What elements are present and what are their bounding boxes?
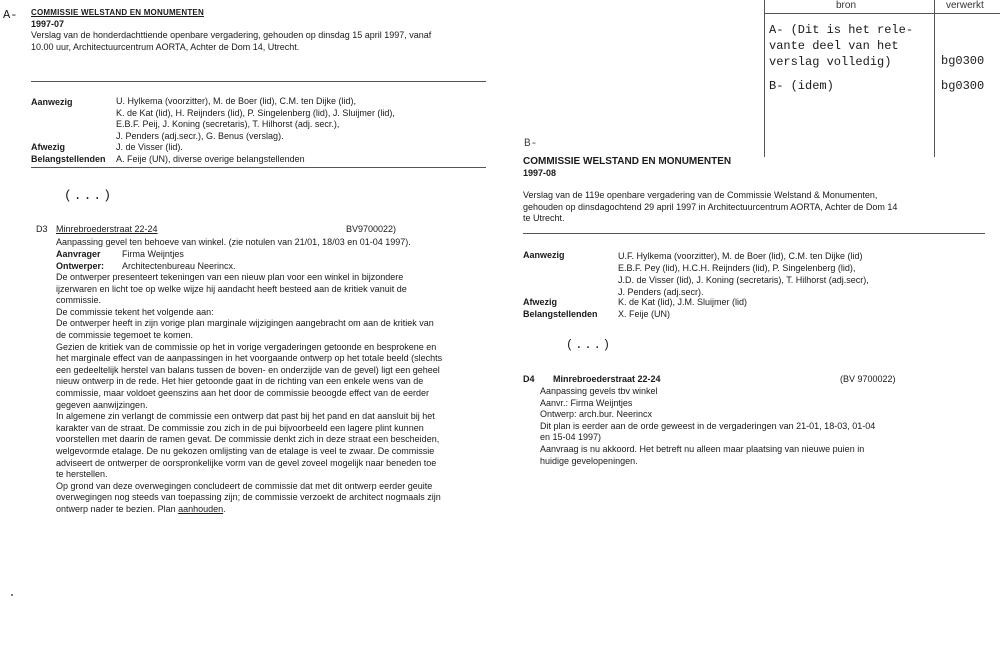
left-present-list [116, 96, 395, 142]
right-body-line: Dit plan is eerder aan de orde geweest in de vergaderingen van 21-01, 18-03, 01-04 [540, 420, 876, 431]
left-designer-label: Ontwerper: [56, 261, 105, 271]
left-body-line: commissie, maar voldoet geenszins aan het door de commissie beoogde effect van de eerder [56, 387, 430, 398]
left-body-line: Gezien de kritiek van de commissie op het in vorige vergaderingen getoonde en besprokene en [56, 341, 437, 352]
left-body-line: welgevormde etalage. De nu gekozen omlijsting van de etalage is veel te zwaar. De commissie [56, 445, 435, 456]
table-vline-left [764, 0, 765, 157]
table-row2-code: bg0300 [941, 79, 985, 93]
scan-speck [11, 594, 13, 596]
right-body-line: Aanvraag is nu akkoord. Het betreft nu alleen maar plaatsing van nieuwe puien in [540, 443, 865, 454]
left-present-label: Aanwezig [31, 97, 73, 107]
left-intro-line: 10.00 uur, Architectuurcentrum AORTA, Achter de Dom 14, Utrecht. [31, 41, 300, 52]
left-body-line: karakter van de straat. De commissie zou zich in de pui bijvoorbeeld een lagere plint kunnen [56, 422, 424, 433]
left-body-line: Op grond van deze overwegingen concludeert de commissie dat met dit ontwerp eerder geuite [56, 480, 433, 491]
left-item-body [56, 272, 442, 515]
left-item-ref: BV9700022) [346, 224, 397, 234]
right-item-code: D4 [523, 374, 535, 384]
left-body-line: De ontwerper presenteert tekeningen van een nieuw plan voor een winkel in bijzondere [56, 272, 404, 282]
right-body-line: en 15-04 1997) [540, 432, 602, 443]
table-header-rule [764, 13, 1000, 14]
left-body-line: een gedeeltelijk herstel van balans tussen de boven- en onderzijde van de gevel) ligt een geheel [56, 364, 440, 375]
left-body-line: De ontwerper heeft in zijn vorige plan marginale wijzigingen aangebracht om aan de kritiek van [56, 318, 434, 329]
left-applicant-value: Firma Weijntjes [122, 249, 184, 259]
right-item-title: Minrebroederstraat 22-24 [553, 374, 661, 384]
marker-a: A- [3, 8, 18, 22]
left-body-line: te herstellen. [56, 469, 108, 480]
table-row2-text: B- (idem) [769, 79, 834, 93]
left-body-line: overwegingen nog steeds van toepassing zijn; de commissie verzoekt de architect nogmaals zijn [56, 492, 441, 503]
right-present-line: J. Penders (adj.secr). [618, 287, 704, 297]
left-absent-value: J. de Visser (lid). [116, 142, 183, 152]
right-intro-line: gehouden op dinsdagochtend 29 april 1997 in Architectuurcentrum AORTA, Achter de Dom 14 [523, 201, 898, 212]
right-present-label: Aanwezig [523, 250, 565, 260]
left-intro [31, 30, 431, 53]
left-body-line: De commissie tekent het volgende aan: [56, 306, 214, 317]
table-row1-line: verslag volledig) [769, 55, 892, 69]
left-body-line: nieuw ontwerp in de rede. Het hier getoonde gaat in de richting van een enkele wens van de [56, 376, 424, 387]
right-divider [523, 233, 985, 234]
left-body-line: ijzerwaren en licht toe op welke wijze hij aandacht heeft besteed aan de kritiek vanuit de [56, 283, 407, 294]
left-item-desc: Aanpassing gevel ten behoeve van winkel. (zie notulen van 21/01, 18/03 en 01-04 1997). [56, 237, 411, 247]
left-body-last-line [56, 504, 442, 516]
left-report-number: 1997-07 [31, 19, 65, 29]
left-stakeholders-value: A. Feije (UN), diverse overige belangstellenden [116, 154, 305, 164]
right-stakeholders-label: Belangstellenden [523, 309, 598, 319]
left-item-title: Minrebroederstraat 22-24 [56, 224, 158, 234]
left-body-period: . [223, 503, 226, 514]
left-divider-top [31, 81, 486, 82]
right-intro [523, 190, 897, 225]
right-present-line: E.B.F. Pey (lid), H.C.H. Reijnders (lid), P. Singelenberg (lid), [618, 263, 856, 273]
marker-b: B- [524, 138, 538, 150]
right-stakeholders-value: X. Feije (UN) [618, 309, 671, 319]
right-body-line: Aanvr.: Firma Weijntjes [540, 397, 633, 408]
right-absent-label: Afwezig [523, 297, 558, 307]
left-absent-label: Afwezig [31, 142, 66, 152]
right-item-ref: (BV 9700022) [840, 374, 896, 384]
left-applicant-label: Aanvrager [56, 249, 101, 259]
table-row1-line: A- (Dit is het rele- [769, 23, 914, 37]
right-report-number: 1997-08 [523, 168, 557, 178]
table-header-verwerkt: verwerkt [946, 0, 984, 11]
left-item-code: D3 [36, 224, 48, 234]
left-decision-word: aanhouden [178, 503, 224, 514]
right-present-line: U.F. Hylkema (voorzitter), M. de Boer (lid), C.M. ten Dijke (lid) [618, 251, 863, 261]
left-body-line: de commissie tegemoet te komen. [56, 329, 194, 340]
left-body-line: In algemene zin verlangt de commissie een ontwerp dat past bij het pand en dat aansluit bij het [56, 411, 435, 422]
right-intro-line: Verslag van de 119e openbare vergadering van de Commissie Welstand & Monumenten, [523, 190, 878, 200]
left-present-line: E.B.F. Peij, J. Koning (secretaris), T. Hilhorst (adj. secr.), [116, 119, 340, 130]
table-row1-code: bg0300 [941, 54, 985, 68]
left-body-line: adviseert de ontwerper de oorspronkelijke vorm van de gevel zoveel mogelijk naar beneden toe [56, 457, 437, 468]
left-stakeholders-label: Belangstellenden [31, 154, 106, 164]
left-present-line: U. Hylkema (voorzitter), M. de Boer (lid), C.M. ten Dijke (lid), [116, 96, 357, 106]
right-org-title: COMMISSIE WELSTAND EN MONUMENTEN [523, 156, 732, 167]
right-intro-line: te Utrecht. [523, 213, 565, 224]
left-divider-bottom [31, 167, 486, 168]
left-body-line: ontwerp nader te bezien. Plan [56, 503, 179, 514]
right-present-line: J.D. de Visser (lid), J. Koning (secretaris), T. Hilhorst (adj.secr), [618, 275, 869, 285]
table-row1-text [769, 22, 913, 70]
right-item-body [540, 386, 875, 467]
left-ellipsis: (...) [64, 188, 114, 203]
table-vline-mid [934, 0, 935, 157]
right-ellipsis: (...) [566, 338, 613, 352]
table-header-bron: bron [836, 0, 857, 11]
left-body-line: gegeven aanwijzingen. [56, 399, 148, 410]
right-body-line: Ontwerp: arch.bur. Neerincx [540, 409, 653, 420]
right-present-list [618, 250, 869, 298]
left-intro-line: Verslag van de honderdachttiende openbare vergadering, gehouden op dinsdag 15 april 1997, vanaf [31, 30, 432, 40]
table-row1-line: vante deel van het [769, 39, 899, 53]
left-body-line: commissie. [56, 295, 102, 306]
left-org-title: COMMISSIE WELSTAND EN MONUMENTEN [31, 8, 204, 17]
left-body-line: voorstellen met daarin de ramen gevat. De commissie denkt zich in deze straat een bescheiden, [56, 434, 440, 445]
left-present-line: J. Penders (adj.secr.), G. Benus (verslag). [116, 130, 284, 141]
right-absent-value: K. de Kat (lid), J.M. Sluijmer (lid) [618, 297, 748, 307]
left-designer-value: Architectenbureau Neerincx. [122, 261, 236, 271]
left-present-line: K. de Kat (lid), H. Reijnders (lid), P. Singelenberg (lid), J. Sluijmer (lid), [116, 107, 395, 118]
left-body-line: het marginale effect van de aanpassingen in het voorgaande ontwerp op het totale beeld (slechts [56, 353, 443, 364]
right-body-line: Aanpassing gevels tbv winkel [540, 386, 658, 396]
right-body-line: huidige gevelopeningen. [540, 455, 638, 466]
